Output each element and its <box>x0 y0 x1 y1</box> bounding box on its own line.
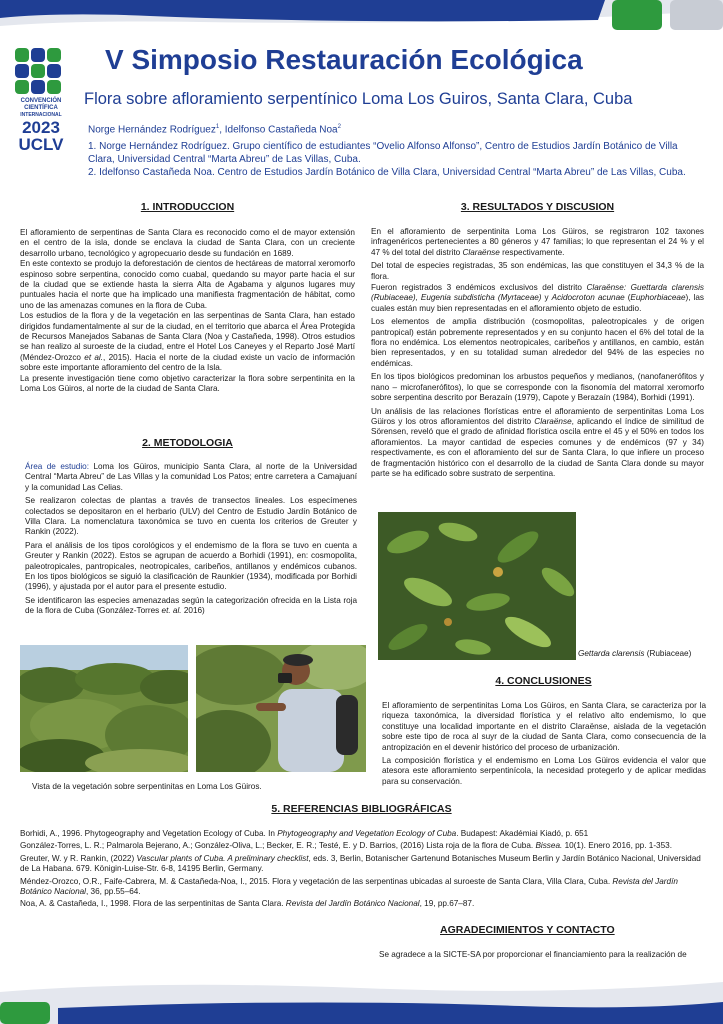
intro-body <box>20 228 355 395</box>
ref-1 <box>20 829 703 839</box>
uclv-logo <box>15 48 63 96</box>
results-p3-species: Claraënse: Guettarda clarensis (Rubiaceae), Eugenia subdisticha (Myrtaceae) <box>371 283 704 303</box>
concl-body <box>382 701 706 787</box>
ref-4 <box>20 877 703 898</box>
results-p1-text: En el afloramiento de serpentinita Loma Los Güiros, se registraron 102 taxones infragenéricos pertenecientes a 80 géneros y 47 familias; lo que representan el 24 % y el 47 % del total del distrito <box>371 227 704 257</box>
intro-p3-italic: et al. <box>84 352 104 362</box>
poster-title: V Simposio Restauración Ecológica <box>105 44 583 75</box>
metodo-area <box>25 462 357 493</box>
refs-heading: 5. REFERENCIAS BIBLIOGRÁFICAS <box>271 803 452 815</box>
intro-p3 <box>20 311 355 373</box>
results-p1-text-end: respectivamente. <box>499 247 565 257</box>
author-1: Norge Hernández Rodríguez <box>88 124 216 136</box>
ref-3-italic: Vascular plants of Cuba. A preliminary checklist <box>136 853 309 863</box>
vegetation-caption: Vista de la vegetación sobre serpentinitas en Loma Los Güiros. <box>32 782 262 791</box>
agrad-text: Se agradece a la SICTE-SA por proporcionar el financiamiento para la realización de <box>379 950 687 959</box>
results-p3-species-2: Acidocroton acunae <box>551 293 625 303</box>
ref-3-text-end: , eds. 3, Berlin, Botanischer Gartenund Botanisches Museum Berlin y Jardín Botánico Nacional, Universidad de La Habana. 679. Königin-Luise-Str. 6-8, 14195 Berlin, Germany. <box>20 853 701 874</box>
ref-1-text: Borhidi, A., 1996. Phytogeography and Vegetation Ecology of Cuba. In <box>20 829 278 838</box>
ref-1-italic: Phytogeography and Vegetation Ecology of Cuba <box>277 829 457 838</box>
logo-text <box>11 98 71 119</box>
refs-body <box>20 829 703 912</box>
author-2: Idelfonso Castañeda Noa <box>224 124 338 136</box>
ref-5 <box>20 899 703 909</box>
results-p1 <box>371 227 704 258</box>
results-p4: Los elementos de amplia distribución (cosmopolitas, paleotropicales y de origen pantropical) están pobremente representados y en su conjunto hacen el 6% del total de la flora no endémica. Los elementos neotropicales, caribeños y antillanos, en cambio, están bien representados, y en su totalidad suman alrededor del 94% de las especies no endémicas. <box>371 317 704 368</box>
ref-4-text-end: , 36, pp.55–64. <box>86 887 141 897</box>
intro-p4: La presente investigación tiene como objetivo caracterizar la flora sobre serpentinita en la Loma Los Güiros, al norte de la ciudad de Santa Clara. <box>20 373 355 394</box>
ref-4-italic: Revista del Jardín Botánico Nacional <box>20 876 678 897</box>
vegetation-photo-1 <box>20 645 188 772</box>
metodo-p4-text: Se identificaron las especies amenazadas según la categorización ofrecida en la Lista roja de la flora de Cuba (González-Torres <box>25 595 357 616</box>
logo-line2: CIENTÍFICA <box>24 105 58 111</box>
gettarda-photo <box>378 512 576 660</box>
author-1-sup: 1 <box>215 124 220 130</box>
author-sep: , <box>219 124 225 136</box>
ref-4-text: Méndez-Orozco, O.R., Faife-Cabrera, M. & Castañeda-Noa, I., 2015. Flora y vegetación de las serpentinas ubicadas al suroeste de Santa Clara, Villa Clara, Cuba. <box>20 876 613 886</box>
intro-p3-text-end: , 2015). Hacia el norte de la ciudad existe un vacío de información sobre este importante afloramiento del centro de la Isla. <box>20 352 355 373</box>
results-p3 <box>371 283 704 314</box>
authors-line <box>88 124 708 135</box>
results-p6 <box>371 407 704 480</box>
affiliation-1: 1. Norge Hernández Rodríguez. Grupo científico de estudiantes “Ovelio Alfonso Alfonso”, Centro de Estudios Jardín Botánico de Villa Clara, Universidad Central “Marta Abreu” de Las Villas, Cuba. <box>88 141 678 165</box>
results-p1-italic: Claraënse <box>462 247 500 257</box>
ref-3-text: Greuter, W. y R. Rankin, (2022) <box>20 853 137 863</box>
ref-5-text-end: , 19, pp.67–87. <box>419 899 475 909</box>
area-label: Área de estudio: <box>25 462 89 471</box>
poster-subtitle: Flora sobre afloramiento serpentínico Loma Los Guiros, Santa Clara, Cuba <box>84 90 633 108</box>
gettarda-caption <box>578 649 691 658</box>
metodo-p3: Para el análisis de los tipos corológicos y el endemismo de la flora se tuvo en cuenta a Greuter y Rankin (2022). Estos se agrupan de acuerdo a Borhidi (1991), en: cosmopolita, paleotropicales, pantropicales, neotropicales, caribeños, antillanos y endémicos cubanos. En los tipos biológicos se siguió la clasificación de Raunkier (1934), modificada por Borhidi (1996), y ajustada por el autor para el presente estudio. <box>25 540 357 592</box>
author-2-sup: 2 <box>337 124 341 130</box>
results-p3-text: Fueron registrados 3 endémicos exclusivos del distrito <box>371 283 587 293</box>
intro-p2: En este contexto se produjo la deforestación de cientos de hectáreas de matorral xeromorfo espinoso sobre serpentina, conocido como cuabal, quedando su mayor parte hacia el sur de la ciudad que se extiende hasta la sierra Alta de Agabama y algunos lugares muy puntuales hacia el norte que ha implicado una manifiesta fragmentación de hábitat, como uno de las amenazas comunes en la flora de Cuba. <box>20 259 355 310</box>
ref-2 <box>20 841 703 851</box>
ref-5-text: Noa, A. & Castañeda, I., 1998. Flora de las serpentinitas de Santa Clara. <box>20 899 286 909</box>
results-p2: Del total de especies registradas, 35 son endémicas, las que constituyen el 34,3 % de la flora. <box>371 261 704 281</box>
intro-heading: 1. INTRODUCCION <box>140 201 235 213</box>
results-p6-italic: Claraënse <box>534 416 572 426</box>
results-p3-paren: ( <box>624 293 631 303</box>
intro-p1: El afloramiento de serpentinas de Santa Clara es reconocido como el de mayor extensión en el centro de la isla, donde se enclava la ciudad de Santa Clara, con un creciente desarrollo urbano, tecnológico y agropecuario desde su fundación en 1689. <box>20 228 355 258</box>
metodo-p4 <box>25 596 357 617</box>
gettarda-caption-species: Gettarda clarensis <box>578 649 645 658</box>
metodo-p2: Se realizaron colectas de plantas a través de transectos lineales. Los especímenes colectados se depositaron en el herbario (ULV) del Centro de Estudio Jardín Botánico de Villa Clara. La nomenclatura taxonómica se tuvo en cuenta los criterios de Greuter y Rankin (2022). <box>25 496 357 537</box>
results-p3-and: y <box>541 293 552 303</box>
ref-5-italic: Revista del Jardín Botánico Nacional <box>285 899 420 909</box>
results-heading: 3. RESULTADOS Y DISCUSION <box>460 201 615 213</box>
gettarda-caption-family: (Rubiaceae) <box>644 649 692 658</box>
bottom-decorative-band <box>0 972 723 1024</box>
ref-2-italic: Bissea. <box>535 841 563 851</box>
results-p3-text-end: ), las cuales están muy bien representadas en el afloramiento objeto de estudio. <box>371 293 704 313</box>
area-text: Loma los Güiros, municipio Santa Clara, al norte de la Universidad Central “Marta Abreu” de Las Villas y la comunidad Los Patos; entre carretera a Camajuaní y la comunidad Las Celias. <box>25 462 357 492</box>
ref-2-text: González-Torres, L. R.; Palmarola Bejerano, A.; González-Oliva, L.; Becker, E. R.; Testé, E. y D. Barrios, (2016) Lista roja de la flora de Cuba. <box>20 841 536 851</box>
results-p6-text-end: , aplicando el índice de similitud de Sörensen, reveló que el grado de afinidad florística oscila entre el 45 y el 50% en todos los afloramientos. La mayor cantidad de especies comunes y de endémicos (97 y 34) respectivamente, es con el afloramiento del sur de Santa Clara, lo que infiere un proceso de fragmentación histórico con el desarrollo de la ciudad de Santa Clara donde su mayor parte se ha edificado sobre sustrato de serpentina. <box>371 416 705 478</box>
concl-p1: El afloramiento de serpentinitas Loma Los Güiros, en Santa Clara, se caracteriza por la riqueza taxonómica, la diversidad florística y el relativo alto endemismo, lo que constituye una localidad importante en el distrito Claraënse, aislada de la vegetación sobre este tipo de roca al suyr de la ciudad de Santa Clara, como consecuencia de la antropización en el devenir histórico del proceso de urbanización. <box>382 701 706 752</box>
ref-2-text-end: 10(1). Enero 2016, pp. 1-353. <box>562 841 672 851</box>
logo-line3: INTERNACIONAL <box>20 112 62 118</box>
ref-1-text-end: . Budapest: Akadémiai Kiadó, p. 651 <box>456 829 589 838</box>
results-body <box>371 227 704 479</box>
results-p5: En los tipos biológicos predominan los arbustos pequeños y medianos, (nanofanerófitos y nano – microfanerófitos), lo que se corresponde con la fisonomía del matorral xeromorfo sobre serpentina descrito por Berazaín (1979), Capote y Berazaín (1984), Borhidi (1991). <box>371 372 704 403</box>
metodo-p4-text-end: 2016) <box>181 606 205 616</box>
agrad-heading: AGRADECIMIENTOS Y CONTACTO <box>440 924 615 936</box>
concl-heading: 4. CONCLUSIONES <box>495 675 592 687</box>
metodo-heading: 2. METODOLOGIA <box>142 437 233 449</box>
logo-line1: CONVENCIÓN <box>20 98 62 104</box>
logo-org: UCLV <box>18 135 64 154</box>
logo-year: 2023 <box>22 118 60 137</box>
researcher-photo <box>196 645 366 772</box>
results-p6-text: Un análisis de las relaciones florísticas entre el afloramiento de serpentinitas Loma Los Güiros y los otros afloramientos del distrito <box>371 406 704 426</box>
results-p3-family: Euphorbiaceae <box>630 293 686 303</box>
ref-3 <box>20 854 703 875</box>
top-decorative-band <box>0 0 723 30</box>
metodo-p4-italic: et. al. <box>161 606 182 616</box>
intro-p3-text: Los estudios de la flora y de la vegetación en las serpentinas de Santa Clara, han estado dirigidos fundamentalmente al sur de la ciudad, en el territorio que abarca el Área Protegida de Recursos Manejados Sabanas de Santa Clara (Noa y Castañeda, 1998). Otros estudios se han realizo al suroeste de la ciudad, entre el Hotel Los Caneyes y el Reparto José Martí (Méndez-Orozco <box>20 311 355 362</box>
concl-p2: La composición florística y el endemismo en Loma Los Güiros evidencia el valor que atesora este afloramiento serpentinícola, la necesidad protegerlo y de aplicar medidas para su conservación. <box>382 756 706 786</box>
affiliation-2: 2. Idelfonso Castañeda Noa. Centro de Estudios Jardín Botánico de Villa Clara, Universidad Central “Marta Abreu” de Las Villas, Cuba. <box>88 167 686 178</box>
metodo-body <box>25 462 357 617</box>
